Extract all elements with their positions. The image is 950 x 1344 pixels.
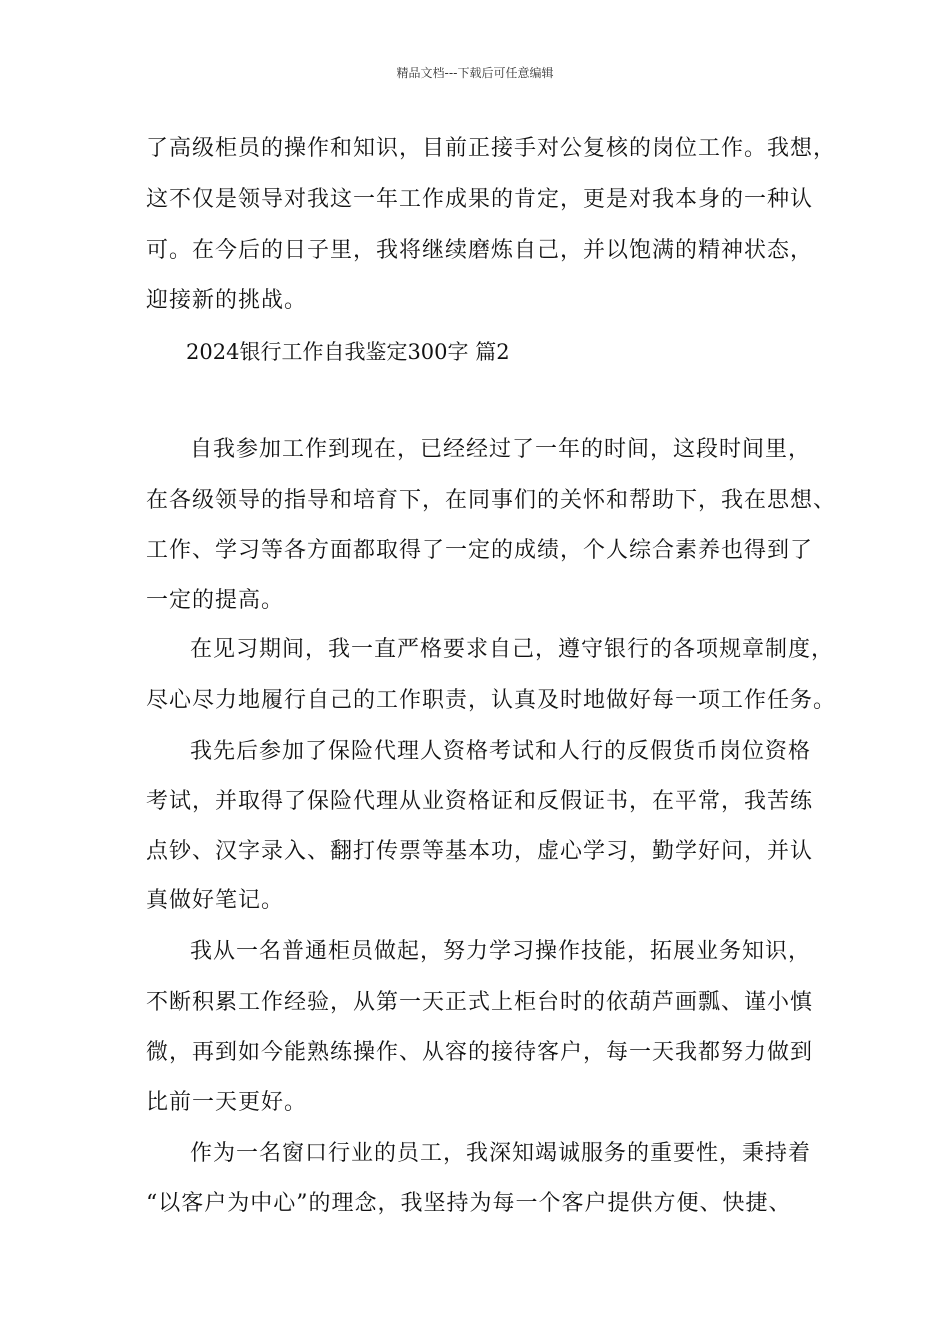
paragraph-line: 作为一名窗口行业的员工，我深知竭诚服务的重要性，秉持着 (190, 1141, 812, 1166)
paragraph-line: 微，再到如今能熟练操作、从容的接待客户，每一天我都努力做到 (146, 1040, 814, 1065)
paragraph-line: 不断积累工作经验，从第一天正式上柜台时的依葫芦画瓢、谨小慎 (146, 990, 814, 1015)
paragraph-line: 迎接新的挑战。 (146, 288, 308, 313)
paragraph-line: 比前一天更好。 (146, 1090, 308, 1115)
paragraph-line: 自我参加工作到现在，已经经过了一年的时间，这段时间里， (190, 437, 812, 462)
section-heading: 2024银行工作自我鉴定300字 篇2 (186, 340, 510, 364)
paragraph-line: 我从一名普通柜员做起，努力学习操作技能，拓展业务知识， (190, 939, 812, 964)
paragraph-line: 考试，并取得了保险代理从业资格证和反假证书，在平常，我苦练 (146, 789, 814, 814)
paragraph-line: 工作、学习等各方面都取得了一定的成绩，个人综合素养也得到了 (146, 538, 814, 563)
paragraph-line: 在见习期间，我一直严格要求自己，遵守银行的各项规章制度， (190, 637, 835, 662)
paragraph-line: 点钞、汉字录入、翻打传票等基本功，虚心学习，勤学好问，并认 (146, 839, 814, 864)
paragraph-line: 了高级柜员的操作和知识，目前正接手对公复核的岗位工作。我想， (146, 136, 837, 161)
paragraph-line: 尽心尽力地履行自己的工作职责，认真及时地做好每一项工作任务。 (146, 688, 837, 713)
paragraph-line: 这不仅是领导对我这一年工作成果的肯定，更是对我本身的一种认 (146, 187, 814, 212)
page-header: 精品文档---下载后可任意编辑 (396, 66, 554, 80)
paragraph-line: 在各级领导的指导和培育下，在同事们的关怀和帮助下，我在思想、 (146, 488, 837, 513)
paragraph-line: “以客户为中心”的理念，我坚持为每一个客户提供方便、快捷、 (146, 1191, 792, 1216)
paragraph-line: 真做好笔记。 (146, 888, 285, 913)
paragraph-line: 我先后参加了保险代理人资格考试和人行的反假货币岗位资格 (190, 739, 812, 764)
paragraph-line: 一定的提高。 (146, 588, 285, 613)
paragraph-line: 可。在今后的日子里，我将继续磨炼自己，并以饱满的精神状态， (146, 238, 814, 263)
